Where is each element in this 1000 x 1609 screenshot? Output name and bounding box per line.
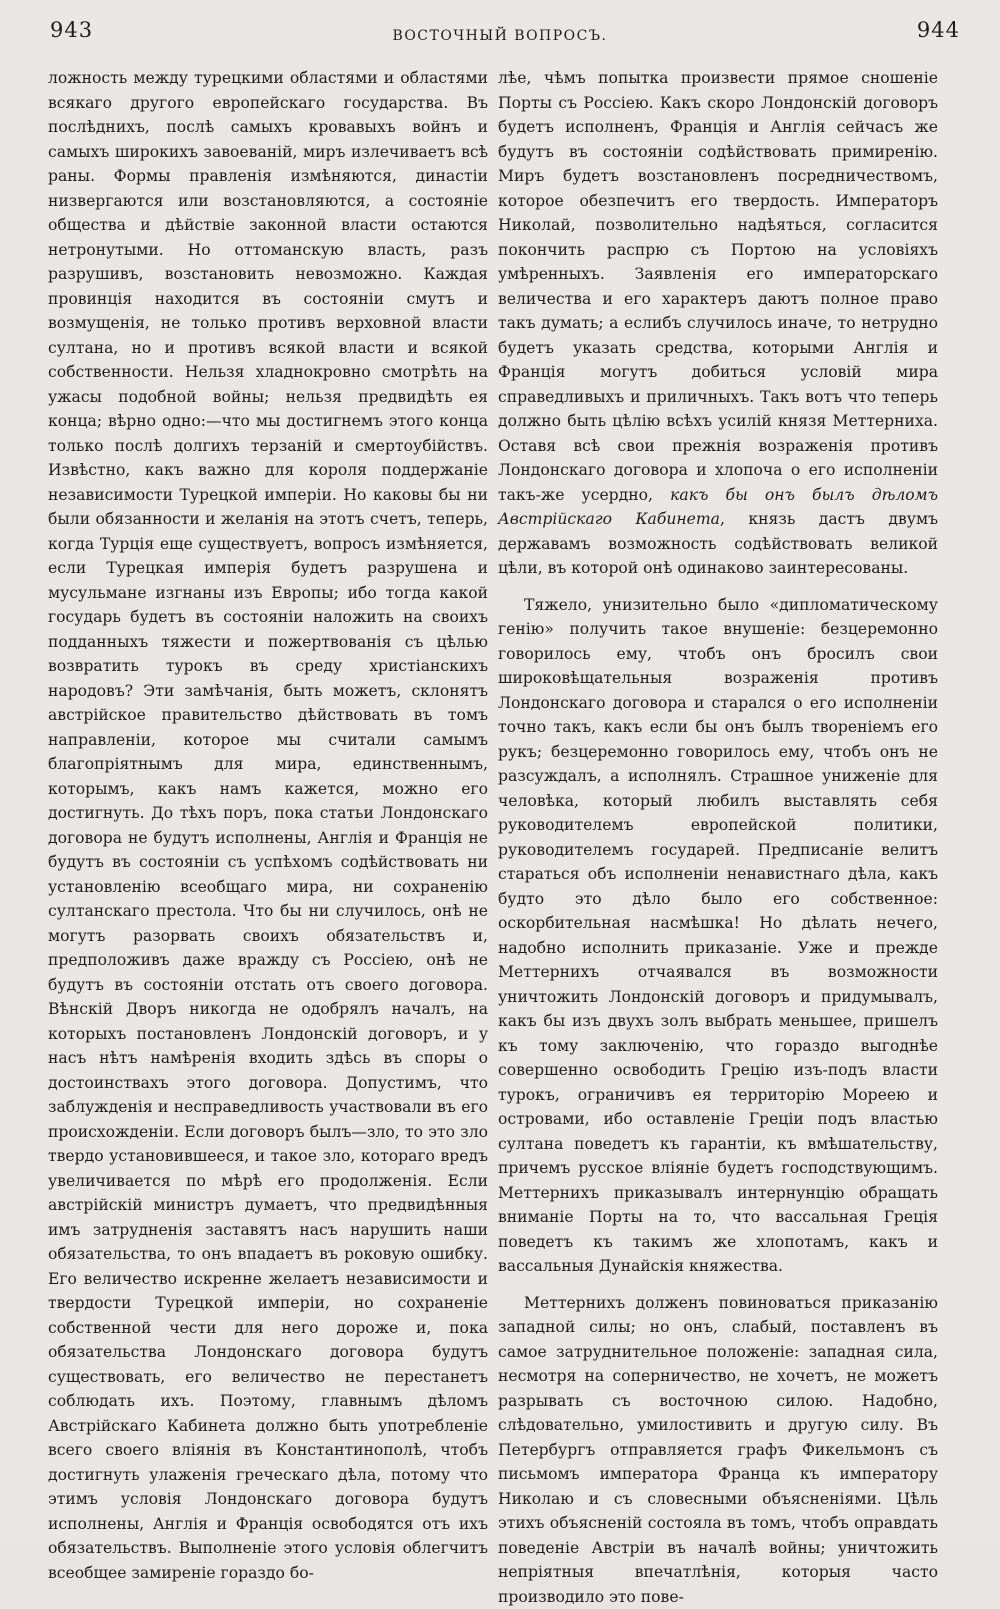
paragraph: Меттернихъ долженъ повиноваться приказанiю западной силы; но онъ, слабый, поставленъ въ самое затруднительное положенiе: западная сила, несмотря на соперничество, не хочетъ, не можетъ разрывать съ восточною силою. Надобно, слѣдовательно, умилостивить и другую силу. Въ Петербургъ отправляется графъ Фикельмонъ съ письмомъ императора Франца къ императору Николаю и съ словесными объясненiями. Цѣль этихъ объясненiй состояла въ томъ, чтобъ оправдать поведенiе Австрiи въ началѣ войны; уничтожить непрiятныя впечатлѣнiя, которыя часто производило это пове-: [498, 1291, 938, 1609]
paragraph-text: , князь дастъ двумъ державамъ возможность содѣйствовать великой цѣли, въ которой онѣ одинаково заинтересованы.: [498, 510, 938, 577]
paragraph-text: лѣе, чѣмъ попытка произвести прямое сношенiе Порты съ Россiею. Какъ скоро Лондонскiй договоръ будетъ исполненъ, Францiя и Англiя сейчасъ же будутъ въ состоянiи содѣйствовать примиренiю. Миръ будетъ возстановленъ посредничествомъ, которое обезпечитъ его твердость. Императоръ Николай, позволительно надѣяться, согласится покончить распрю съ Портою на условiяхъ умѣренныхъ. Заявленiя его императорскаго величества и его характеръ даютъ полное право такъ думать; а еслибъ случилось иначе, то нетрудно будетъ указать средства, которыми Англiя и Францiя могутъ добиться условiй мира справедливыхъ и приличныхъ. Такъ вотъ что теперь должно быть цѣлiю всѣхъ усилiй князя Меттерниха. Оставя всѣ свои прежнiя возраженiя противъ Лондонскаго договора и хлопоча о его исполненiи такъ-же усердно,: [498, 69, 938, 504]
running-title: ВОСТОЧНЫЙ ВОПРОСЪ.: [40, 28, 960, 44]
paragraph: Тяжело, унизительно было «дипломатическому генiю» получить такое внушенiе: безцеремонно говорилось ему, чтобъ онъ бросилъ свои широковѣщательныя возраженiя противъ Лондонскаго договора и старался о его исполненiи точно такъ, какъ если бы онъ былъ творенiемъ его рукъ; безцеремонно говорилось ему, чтобъ онъ не разсуждалъ, а исполнялъ. Страшное униженiе для человѣка, который любилъ выставлять себя руководителемъ европейской политики, руководителемъ государей. Предписанiе велитъ стараться объ исполненiи ненавистнаго дѣла, какъ будто это дѣло было его собственное: оскорбительная насмѣшка! Но дѣлать нечего, надобно исполнить приказанiе. Уже и прежде Меттернихъ отчаявался въ возможности уничтожить Лондонскiй договоръ и придумывалъ, какъ бы изъ двухъ золъ выбрать меньшее, пришелъ къ тому заключенiю, что гораздо выгоднѣе совершенно освободить Грецiю изъ-подъ власти турокъ, ограничивъ ея территорiю Мореею и островами, ибо оставленiе Грецiи подъ властью султана поведетъ къ гарантiи, къ вмѣшательству, причемъ русское влiянiе будетъ господствующимъ. Меттернихъ приказывалъ интернунцiю обращать вниманiе Порты на то, что вассальная Грецiя поведетъ къ такимъ же хлопотамъ, какъ и вассальныя Дунайскiя княжества.: [498, 593, 938, 1279]
left-page-number: 943: [50, 18, 93, 42]
paragraph: ложность между турецкими областями и областями всякаго другого европейскаго государства. Въ послѣднихъ, послѣ самыхъ кровавыхъ войнъ и самыхъ широкихъ завоеванiй, миръ излечиваетъ всѣ раны. Формы правленiя измѣняются, династiи низвергаются или возстановляются, а состоянiе общества и дѣйствiе законной власти остаются нетронутыми. Но оттоманскую власть, разъ разрушивъ, возстановить невозможно. Каждая провинцiя находится въ состоянiи смутъ и возмущенiя, не только противъ верховной власти султана, но и противъ всякой власти и всякой собственности. Нельзя хладнокровно смотрѣть на ужасы подобной войны; нельзя предвидѣть ея конца; вѣрно одно:—что мы достигнемъ этого конца только послѣ долгихъ терзанiй и смертоубiйствъ. Извѣстно, какъ важно для короля поддержанiе независимости Турецкой имперiи. Но каковы бы ни были обязанности и желанiя на этотъ счетъ, теперь, когда Турцiя еще существуетъ, вопросъ измѣняется, если Турецкая имперiя будетъ разрушена и мусульмане изгнаны изъ Европы; ибо тогда какой государь будетъ въ состоянiи наложить на своихъ подданныхъ тяжести и пожертвованiя съ цѣлью возвратить турокъ въ среду христiанскихъ народовъ? Эти замѣчанiя, быть можетъ, склонятъ австрiйское правительство дѣйствовать въ томъ направленiи, которое мы считали самымъ благопрiятнымъ для мира, единственнымъ, которымъ, какъ намъ кажется, можно его достигнуть. До тѣхъ поръ, пока статьи Лондонскаго договора не будутъ исполнены, Англiя и Францiя не будутъ въ состоянiи съ успѣхомъ содѣйствовать ни установленiю всеобщаго мира, ни сохраненiю султанскаго престола. Что бы ни случилось, онѣ не могутъ разорвать своихъ обязательствъ и, предположивъ даже вражду съ Россiею, онѣ не будутъ въ состоянiи отстать отъ своего договора. Вѣнскiй Дворъ никогда не одобрялъ началъ, на которыхъ постановленъ Лондонскiй договоръ, и у насъ нѣтъ намѣренiя входить здѣсь въ споры о достоинствахъ этого договора. Допустимъ, что заблужденiя и несправедливость участвовали въ его происхожденiи. Если договоръ былъ—зло, то это зло твердо установившееся, и такое зло, котораго вредъ увеличивается по мѣрѣ его продолженiя. Если австрiйскiй министръ думаетъ, что предвидѣнныя имъ затрудненiя заставятъ насъ нарушить наши обязательства, то онъ впадаетъ въ роковую ошибку. Его величество искренне желаетъ независимости и твердости Турецкой имперiи, но сохраненiе собственной чести для него дороже и, пока обязательства Лондонскаго договора будутъ существовать, его величество не перестанетъ соблюдать ихъ. Поэтому, главнымъ дѣломъ Австрiйскаго Кабинета должно быть употребленiе всего своего влiянiя въ Константинополѣ, чтобъ достигнуть улаженiя греческаго дѣла, потому что этимъ условiя Лондонскаго договора будутъ исполнены, Англiя и Францiя освободятся отъ ихъ обязательствъ. Выполненiе этого условiя облегчитъ всеобщее замиренiе гораздо бо-: [48, 66, 488, 1585]
paragraph: [498, 66, 938, 581]
left-column: [48, 66, 488, 1585]
italic-emphasis: какъ бы онъ былъ дѣломъ Австрiйскаго Кабинета: [498, 486, 938, 529]
page-header: [40, 18, 960, 58]
right-column: [498, 66, 938, 1609]
right-page-number: 944: [917, 18, 960, 42]
column-gutter: [493, 66, 494, 1506]
